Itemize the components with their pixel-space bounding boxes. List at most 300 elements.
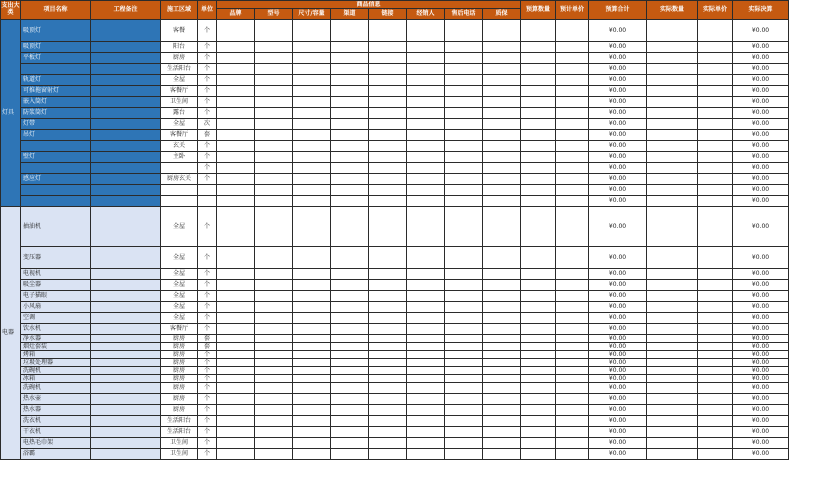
- handler-cell[interactable]: [407, 449, 445, 460]
- link-cell[interactable]: [369, 359, 407, 367]
- actual-settlement-cell[interactable]: ¥0.00: [733, 335, 789, 343]
- est-unit-price-cell[interactable]: [556, 375, 589, 383]
- est-unit-price-cell[interactable]: [556, 359, 589, 367]
- warranty-cell[interactable]: [483, 335, 521, 343]
- item-name-cell[interactable]: 垃圾处理器: [21, 359, 91, 367]
- item-name-cell[interactable]: 灯带: [21, 119, 91, 130]
- model-cell[interactable]: [255, 427, 293, 438]
- actual-unit-price-cell[interactable]: [698, 359, 733, 367]
- header-item-name[interactable]: 项目名称: [21, 1, 91, 20]
- header-est-unit-price[interactable]: 预计单价: [556, 1, 589, 20]
- link-cell[interactable]: [369, 343, 407, 351]
- unit-cell[interactable]: 个: [198, 97, 217, 108]
- area-cell[interactable]: 厨房: [161, 367, 198, 375]
- unit-cell[interactable]: [198, 196, 217, 207]
- actual-qty-cell[interactable]: [647, 280, 698, 291]
- channel-cell[interactable]: [331, 335, 369, 343]
- warranty-cell[interactable]: [483, 280, 521, 291]
- size-cell[interactable]: [293, 394, 331, 405]
- handler-cell[interactable]: [407, 42, 445, 53]
- budget-qty-cell[interactable]: [521, 383, 556, 394]
- phone-cell[interactable]: [445, 86, 483, 97]
- budget-qty-cell[interactable]: [521, 42, 556, 53]
- est-unit-price-cell[interactable]: [556, 207, 589, 247]
- budget-qty-cell[interactable]: [521, 185, 556, 196]
- budget-qty-cell[interactable]: [521, 53, 556, 64]
- budget-total-cell[interactable]: ¥0.00: [589, 351, 647, 359]
- model-cell[interactable]: [255, 335, 293, 343]
- model-cell[interactable]: [255, 185, 293, 196]
- phone-cell[interactable]: [445, 427, 483, 438]
- budget-total-cell[interactable]: ¥0.00: [589, 269, 647, 280]
- actual-settlement-cell[interactable]: ¥0.00: [733, 152, 789, 163]
- model-cell[interactable]: [255, 343, 293, 351]
- project-note-cell[interactable]: [91, 247, 161, 269]
- actual-settlement-cell[interactable]: ¥0.00: [733, 130, 789, 141]
- warranty-cell[interactable]: [483, 367, 521, 375]
- handler-cell[interactable]: [407, 427, 445, 438]
- phone-cell[interactable]: [445, 438, 483, 449]
- budget-total-cell[interactable]: ¥0.00: [589, 163, 647, 174]
- warranty-cell[interactable]: [483, 207, 521, 247]
- project-note-cell[interactable]: [91, 196, 161, 207]
- unit-cell[interactable]: 个: [198, 351, 217, 359]
- item-name-cell[interactable]: 饮水机: [21, 324, 91, 335]
- warranty-cell[interactable]: [483, 130, 521, 141]
- actual-qty-cell[interactable]: [647, 416, 698, 427]
- actual-qty-cell[interactable]: [647, 449, 698, 460]
- brand-cell[interactable]: [217, 375, 255, 383]
- budget-total-cell[interactable]: ¥0.00: [589, 119, 647, 130]
- item-name-cell[interactable]: [21, 64, 91, 75]
- actual-settlement-cell[interactable]: ¥0.00: [733, 269, 789, 280]
- model-cell[interactable]: [255, 108, 293, 119]
- actual-qty-cell[interactable]: [647, 130, 698, 141]
- model-cell[interactable]: [255, 97, 293, 108]
- model-cell[interactable]: [255, 64, 293, 75]
- link-cell[interactable]: [369, 141, 407, 152]
- est-unit-price-cell[interactable]: [556, 86, 589, 97]
- actual-unit-price-cell[interactable]: [698, 343, 733, 351]
- project-note-cell[interactable]: [91, 302, 161, 313]
- project-note-cell[interactable]: [91, 42, 161, 53]
- area-cell[interactable]: 全屋: [161, 75, 198, 86]
- budget-qty-cell[interactable]: [521, 302, 556, 313]
- est-unit-price-cell[interactable]: [556, 383, 589, 394]
- est-unit-price-cell[interactable]: [556, 130, 589, 141]
- area-cell[interactable]: [161, 185, 198, 196]
- channel-cell[interactable]: [331, 174, 369, 185]
- link-cell[interactable]: [369, 302, 407, 313]
- channel-cell[interactable]: [331, 302, 369, 313]
- est-unit-price-cell[interactable]: [556, 280, 589, 291]
- actual-unit-price-cell[interactable]: [698, 351, 733, 359]
- handler-cell[interactable]: [407, 75, 445, 86]
- project-note-cell[interactable]: [91, 108, 161, 119]
- link-cell[interactable]: [369, 130, 407, 141]
- warranty-cell[interactable]: [483, 302, 521, 313]
- brand-cell[interactable]: [217, 97, 255, 108]
- unit-cell[interactable]: 个: [198, 367, 217, 375]
- area-cell[interactable]: 客餐: [161, 20, 198, 42]
- warranty-cell[interactable]: [483, 42, 521, 53]
- unit-cell[interactable]: 个: [198, 141, 217, 152]
- phone-cell[interactable]: [445, 152, 483, 163]
- header-product-info[interactable]: 商品信息: [217, 1, 521, 9]
- project-note-cell[interactable]: [91, 163, 161, 174]
- actual-settlement-cell[interactable]: ¥0.00: [733, 185, 789, 196]
- budget-qty-cell[interactable]: [521, 152, 556, 163]
- item-name-cell[interactable]: 轨道灯: [21, 75, 91, 86]
- actual-unit-price-cell[interactable]: [698, 108, 733, 119]
- project-note-cell[interactable]: [91, 280, 161, 291]
- size-cell[interactable]: [293, 86, 331, 97]
- header-construction-area[interactable]: 施工区域: [161, 1, 198, 20]
- budget-qty-cell[interactable]: [521, 291, 556, 302]
- handler-cell[interactable]: [407, 438, 445, 449]
- brand-cell[interactable]: [217, 343, 255, 351]
- link-cell[interactable]: [369, 367, 407, 375]
- budget-qty-cell[interactable]: [521, 351, 556, 359]
- brand-cell[interactable]: [217, 324, 255, 335]
- budget-total-cell[interactable]: ¥0.00: [589, 86, 647, 97]
- phone-cell[interactable]: [445, 53, 483, 64]
- item-name-cell[interactable]: 吊灯: [21, 130, 91, 141]
- unit-cell[interactable]: 个: [198, 359, 217, 367]
- item-name-cell[interactable]: 吸顶灯: [21, 20, 91, 42]
- size-cell[interactable]: [293, 359, 331, 367]
- actual-unit-price-cell[interactable]: [698, 302, 733, 313]
- budget-total-cell[interactable]: ¥0.00: [589, 75, 647, 86]
- actual-qty-cell[interactable]: [647, 427, 698, 438]
- handler-cell[interactable]: [407, 405, 445, 416]
- warranty-cell[interactable]: [483, 405, 521, 416]
- channel-cell[interactable]: [331, 247, 369, 269]
- link-cell[interactable]: [369, 394, 407, 405]
- phone-cell[interactable]: [445, 185, 483, 196]
- unit-cell[interactable]: 个: [198, 280, 217, 291]
- project-note-cell[interactable]: [91, 86, 161, 97]
- brand-cell[interactable]: [217, 174, 255, 185]
- brand-cell[interactable]: [217, 86, 255, 97]
- phone-cell[interactable]: [445, 108, 483, 119]
- channel-cell[interactable]: [331, 20, 369, 42]
- item-name-cell[interactable]: 烟灶套装: [21, 343, 91, 351]
- header-actual-unit-price[interactable]: 实际单价: [698, 1, 733, 20]
- model-cell[interactable]: [255, 119, 293, 130]
- project-note-cell[interactable]: [91, 343, 161, 351]
- brand-cell[interactable]: [217, 367, 255, 375]
- size-cell[interactable]: [293, 108, 331, 119]
- warranty-cell[interactable]: [483, 383, 521, 394]
- actual-unit-price-cell[interactable]: [698, 313, 733, 324]
- actual-qty-cell[interactable]: [647, 185, 698, 196]
- budget-total-cell[interactable]: ¥0.00: [589, 302, 647, 313]
- area-cell[interactable]: 阳台: [161, 42, 198, 53]
- unit-cell[interactable]: 个: [198, 64, 217, 75]
- model-cell[interactable]: [255, 302, 293, 313]
- size-cell[interactable]: [293, 449, 331, 460]
- actual-qty-cell[interactable]: [647, 207, 698, 247]
- header-warranty[interactable]: 质保: [483, 9, 521, 20]
- project-note-cell[interactable]: [91, 97, 161, 108]
- actual-qty-cell[interactable]: [647, 141, 698, 152]
- phone-cell[interactable]: [445, 291, 483, 302]
- actual-qty-cell[interactable]: [647, 324, 698, 335]
- actual-qty-cell[interactable]: [647, 367, 698, 375]
- unit-cell[interactable]: 个: [198, 152, 217, 163]
- model-cell[interactable]: [255, 20, 293, 42]
- actual-settlement-cell[interactable]: ¥0.00: [733, 394, 789, 405]
- brand-cell[interactable]: [217, 20, 255, 42]
- est-unit-price-cell[interactable]: [556, 20, 589, 42]
- header-project-note[interactable]: 工程备注: [91, 1, 161, 20]
- budget-total-cell[interactable]: ¥0.00: [589, 438, 647, 449]
- budget-qty-cell[interactable]: [521, 375, 556, 383]
- channel-cell[interactable]: [331, 108, 369, 119]
- link-cell[interactable]: [369, 108, 407, 119]
- actual-qty-cell[interactable]: [647, 269, 698, 280]
- area-cell[interactable]: 全屋: [161, 207, 198, 247]
- actual-qty-cell[interactable]: [647, 405, 698, 416]
- area-cell[interactable]: 卫生间: [161, 97, 198, 108]
- size-cell[interactable]: [293, 64, 331, 75]
- budget-total-cell[interactable]: ¥0.00: [589, 196, 647, 207]
- actual-settlement-cell[interactable]: ¥0.00: [733, 108, 789, 119]
- phone-cell[interactable]: [445, 394, 483, 405]
- area-cell[interactable]: 厨房: [161, 53, 198, 64]
- warranty-cell[interactable]: [483, 119, 521, 130]
- handler-cell[interactable]: [407, 416, 445, 427]
- actual-settlement-cell[interactable]: ¥0.00: [733, 207, 789, 247]
- actual-unit-price-cell[interactable]: [698, 324, 733, 335]
- link-cell[interactable]: [369, 416, 407, 427]
- warranty-cell[interactable]: [483, 375, 521, 383]
- actual-settlement-cell[interactable]: ¥0.00: [733, 343, 789, 351]
- channel-cell[interactable]: [331, 280, 369, 291]
- handler-cell[interactable]: [407, 64, 445, 75]
- budget-total-cell[interactable]: ¥0.00: [589, 449, 647, 460]
- brand-cell[interactable]: [217, 313, 255, 324]
- category-cell[interactable]: 灯具: [1, 20, 21, 207]
- link-cell[interactable]: [369, 152, 407, 163]
- project-note-cell[interactable]: [91, 207, 161, 247]
- project-note-cell[interactable]: [91, 64, 161, 75]
- warranty-cell[interactable]: [483, 324, 521, 335]
- actual-settlement-cell[interactable]: ¥0.00: [733, 313, 789, 324]
- phone-cell[interactable]: [445, 343, 483, 351]
- model-cell[interactable]: [255, 367, 293, 375]
- link-cell[interactable]: [369, 42, 407, 53]
- est-unit-price-cell[interactable]: [556, 141, 589, 152]
- budget-total-cell[interactable]: ¥0.00: [589, 324, 647, 335]
- actual-unit-price-cell[interactable]: [698, 97, 733, 108]
- brand-cell[interactable]: [217, 152, 255, 163]
- actual-unit-price-cell[interactable]: [698, 405, 733, 416]
- brand-cell[interactable]: [217, 394, 255, 405]
- actual-qty-cell[interactable]: [647, 359, 698, 367]
- budget-qty-cell[interactable]: [521, 196, 556, 207]
- header-unit[interactable]: 单位: [198, 1, 217, 20]
- est-unit-price-cell[interactable]: [556, 196, 589, 207]
- link-cell[interactable]: [369, 280, 407, 291]
- channel-cell[interactable]: [331, 343, 369, 351]
- item-name-cell[interactable]: 壁灯: [21, 152, 91, 163]
- item-name-cell[interactable]: 电热毛巾架: [21, 438, 91, 449]
- unit-cell[interactable]: 个: [198, 42, 217, 53]
- model-cell[interactable]: [255, 247, 293, 269]
- brand-cell[interactable]: [217, 185, 255, 196]
- actual-unit-price-cell[interactable]: [698, 438, 733, 449]
- phone-cell[interactable]: [445, 313, 483, 324]
- model-cell[interactable]: [255, 269, 293, 280]
- channel-cell[interactable]: [331, 42, 369, 53]
- size-cell[interactable]: [293, 130, 331, 141]
- actual-unit-price-cell[interactable]: [698, 335, 733, 343]
- channel-cell[interactable]: [331, 97, 369, 108]
- model-cell[interactable]: [255, 291, 293, 302]
- model-cell[interactable]: [255, 53, 293, 64]
- est-unit-price-cell[interactable]: [556, 247, 589, 269]
- handler-cell[interactable]: [407, 152, 445, 163]
- area-cell[interactable]: 厨房: [161, 335, 198, 343]
- link-cell[interactable]: [369, 383, 407, 394]
- model-cell[interactable]: [255, 174, 293, 185]
- actual-unit-price-cell[interactable]: [698, 383, 733, 394]
- handler-cell[interactable]: [407, 280, 445, 291]
- actual-settlement-cell[interactable]: ¥0.00: [733, 42, 789, 53]
- brand-cell[interactable]: [217, 247, 255, 269]
- item-name-cell[interactable]: [21, 141, 91, 152]
- actual-unit-price-cell[interactable]: [698, 152, 733, 163]
- area-cell[interactable]: 主卧: [161, 152, 198, 163]
- est-unit-price-cell[interactable]: [556, 343, 589, 351]
- item-name-cell[interactable]: 抽油机: [21, 207, 91, 247]
- size-cell[interactable]: [293, 247, 331, 269]
- handler-cell[interactable]: [407, 394, 445, 405]
- item-name-cell[interactable]: 吸顶灯: [21, 42, 91, 53]
- phone-cell[interactable]: [445, 75, 483, 86]
- unit-cell[interactable]: 个: [198, 291, 217, 302]
- budget-qty-cell[interactable]: [521, 108, 556, 119]
- header-size-capacity[interactable]: 尺寸/容量: [293, 9, 331, 20]
- unit-cell[interactable]: 个: [198, 108, 217, 119]
- channel-cell[interactable]: [331, 449, 369, 460]
- project-note-cell[interactable]: [91, 53, 161, 64]
- actual-unit-price-cell[interactable]: [698, 119, 733, 130]
- project-note-cell[interactable]: [91, 394, 161, 405]
- actual-unit-price-cell[interactable]: [698, 141, 733, 152]
- size-cell[interactable]: [293, 141, 331, 152]
- handler-cell[interactable]: [407, 141, 445, 152]
- budget-qty-cell[interactable]: [521, 405, 556, 416]
- size-cell[interactable]: [293, 185, 331, 196]
- area-cell[interactable]: 全屋: [161, 280, 198, 291]
- brand-cell[interactable]: [217, 359, 255, 367]
- area-cell[interactable]: 生活阳台: [161, 427, 198, 438]
- budget-qty-cell[interactable]: [521, 324, 556, 335]
- budget-qty-cell[interactable]: [521, 343, 556, 351]
- phone-cell[interactable]: [445, 449, 483, 460]
- budget-total-cell[interactable]: ¥0.00: [589, 42, 647, 53]
- brand-cell[interactable]: [217, 416, 255, 427]
- actual-unit-price-cell[interactable]: [698, 427, 733, 438]
- link-cell[interactable]: [369, 335, 407, 343]
- channel-cell[interactable]: [331, 359, 369, 367]
- warranty-cell[interactable]: [483, 141, 521, 152]
- brand-cell[interactable]: [217, 405, 255, 416]
- unit-cell[interactable]: 个: [198, 207, 217, 247]
- budget-qty-cell[interactable]: [521, 247, 556, 269]
- budget-total-cell[interactable]: ¥0.00: [589, 280, 647, 291]
- actual-qty-cell[interactable]: [647, 174, 698, 185]
- handler-cell[interactable]: [407, 53, 445, 64]
- phone-cell[interactable]: [445, 375, 483, 383]
- project-note-cell[interactable]: [91, 438, 161, 449]
- budget-qty-cell[interactable]: [521, 427, 556, 438]
- brand-cell[interactable]: [217, 163, 255, 174]
- project-note-cell[interactable]: [91, 375, 161, 383]
- actual-unit-price-cell[interactable]: [698, 247, 733, 269]
- warranty-cell[interactable]: [483, 86, 521, 97]
- item-name-cell[interactable]: 冰箱: [21, 375, 91, 383]
- actual-qty-cell[interactable]: [647, 20, 698, 42]
- project-note-cell[interactable]: [91, 185, 161, 196]
- area-cell[interactable]: 全屋: [161, 313, 198, 324]
- phone-cell[interactable]: [445, 351, 483, 359]
- area-cell[interactable]: 生活阳台: [161, 64, 198, 75]
- budget-qty-cell[interactable]: [521, 335, 556, 343]
- project-note-cell[interactable]: [91, 367, 161, 375]
- model-cell[interactable]: [255, 416, 293, 427]
- project-note-cell[interactable]: [91, 324, 161, 335]
- actual-qty-cell[interactable]: [647, 119, 698, 130]
- item-name-cell[interactable]: 浴霸: [21, 449, 91, 460]
- phone-cell[interactable]: [445, 64, 483, 75]
- est-unit-price-cell[interactable]: [556, 64, 589, 75]
- unit-cell[interactable]: 个: [198, 53, 217, 64]
- area-cell[interactable]: 全屋: [161, 119, 198, 130]
- actual-qty-cell[interactable]: [647, 42, 698, 53]
- budget-total-cell[interactable]: ¥0.00: [589, 405, 647, 416]
- phone-cell[interactable]: [445, 269, 483, 280]
- size-cell[interactable]: [293, 119, 331, 130]
- link-cell[interactable]: [369, 185, 407, 196]
- actual-unit-price-cell[interactable]: [698, 280, 733, 291]
- budget-total-cell[interactable]: ¥0.00: [589, 207, 647, 247]
- budget-total-cell[interactable]: ¥0.00: [589, 20, 647, 42]
- actual-settlement-cell[interactable]: ¥0.00: [733, 174, 789, 185]
- model-cell[interactable]: [255, 130, 293, 141]
- model-cell[interactable]: [255, 383, 293, 394]
- project-note-cell[interactable]: [91, 335, 161, 343]
- unit-cell[interactable]: 个: [198, 375, 217, 383]
- warranty-cell[interactable]: [483, 359, 521, 367]
- header-actual-qty[interactable]: 实际数量: [647, 1, 698, 20]
- phone-cell[interactable]: [445, 359, 483, 367]
- actual-unit-price-cell[interactable]: [698, 367, 733, 375]
- actual-settlement-cell[interactable]: ¥0.00: [733, 20, 789, 42]
- area-cell[interactable]: 客餐厅: [161, 130, 198, 141]
- actual-qty-cell[interactable]: [647, 438, 698, 449]
- link-cell[interactable]: [369, 119, 407, 130]
- area-cell[interactable]: 厨房玄关: [161, 174, 198, 185]
- budget-total-cell[interactable]: ¥0.00: [589, 130, 647, 141]
- handler-cell[interactable]: [407, 359, 445, 367]
- actual-settlement-cell[interactable]: ¥0.00: [733, 359, 789, 367]
- budget-qty-cell[interactable]: [521, 394, 556, 405]
- channel-cell[interactable]: [331, 367, 369, 375]
